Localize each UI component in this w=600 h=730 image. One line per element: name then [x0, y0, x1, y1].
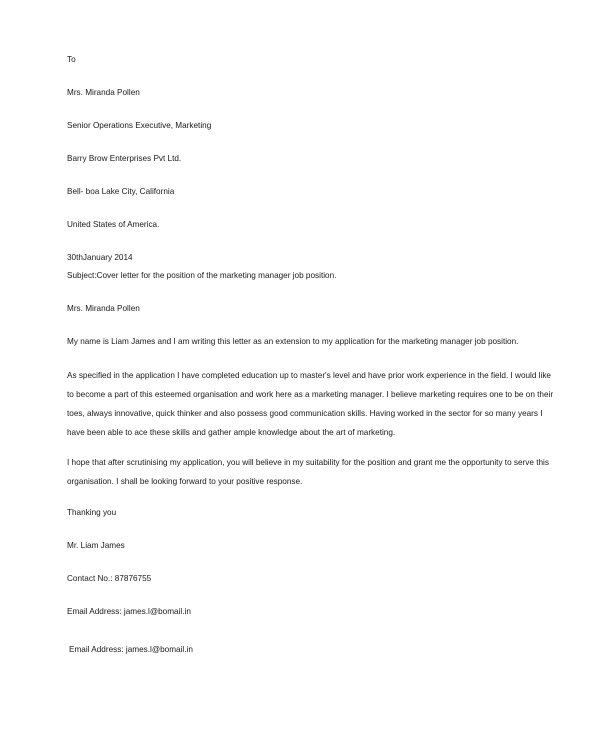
recipient-name: Mrs. Miranda Pollen	[67, 88, 140, 97]
sender-name: Mr. Liam James	[67, 541, 125, 550]
sender-email: Email Address: james.l@bomail.in	[67, 607, 191, 616]
paragraph-line: organisation. I shall be looking forward to your positive response.	[67, 477, 303, 486]
paragraph-experience	[67, 366, 554, 442]
paragraph-line: I hope that after scrutinising my application, you will believe in my suitability for the position and grant me the opportunity to serve this	[67, 458, 549, 467]
sender-email-repeat: Email Address: james.l@bomail.in	[69, 645, 193, 654]
company-country: United States of America.	[67, 220, 160, 229]
paragraph-line: As specified in the application I have completed education up to master's level and have prior work experience in the field. I would like	[67, 371, 551, 380]
salutation: Mrs. Miranda Pollen	[67, 304, 140, 313]
to-label: To	[67, 55, 76, 64]
paragraph-closing-request	[67, 453, 547, 491]
letter-subject: Subject:Cover letter for the position of the marketing manager job position.	[67, 271, 337, 280]
company-name: Barry Brow Enterprises Pvt Ltd.	[67, 154, 182, 163]
sender-contact: Contact No.: 87876755	[67, 574, 152, 583]
paragraph-line: toes, always innovative, quick thinker and also possess good communication skills. Having worked in the sector for so many years I	[67, 409, 543, 418]
closing-text: Thanking you	[67, 508, 117, 517]
paragraph-line: to become a part of this esteemed organisation and work here as a marketing manager. I believe marketing requires one to be on their	[67, 390, 554, 399]
paragraph-intro: My name is Liam James and I am writing this letter as an extension to my application for the marketing manager job position.	[67, 337, 519, 346]
recipient-title: Senior Operations Executive, Marketing	[67, 121, 212, 130]
paragraph-line: have been able to ace these skills and gather ample knowledge about the art of marketing.	[67, 428, 396, 437]
letter-date: 30thJanuary 2014	[67, 253, 133, 262]
company-city: Bell- boa Lake City, California	[67, 187, 175, 196]
